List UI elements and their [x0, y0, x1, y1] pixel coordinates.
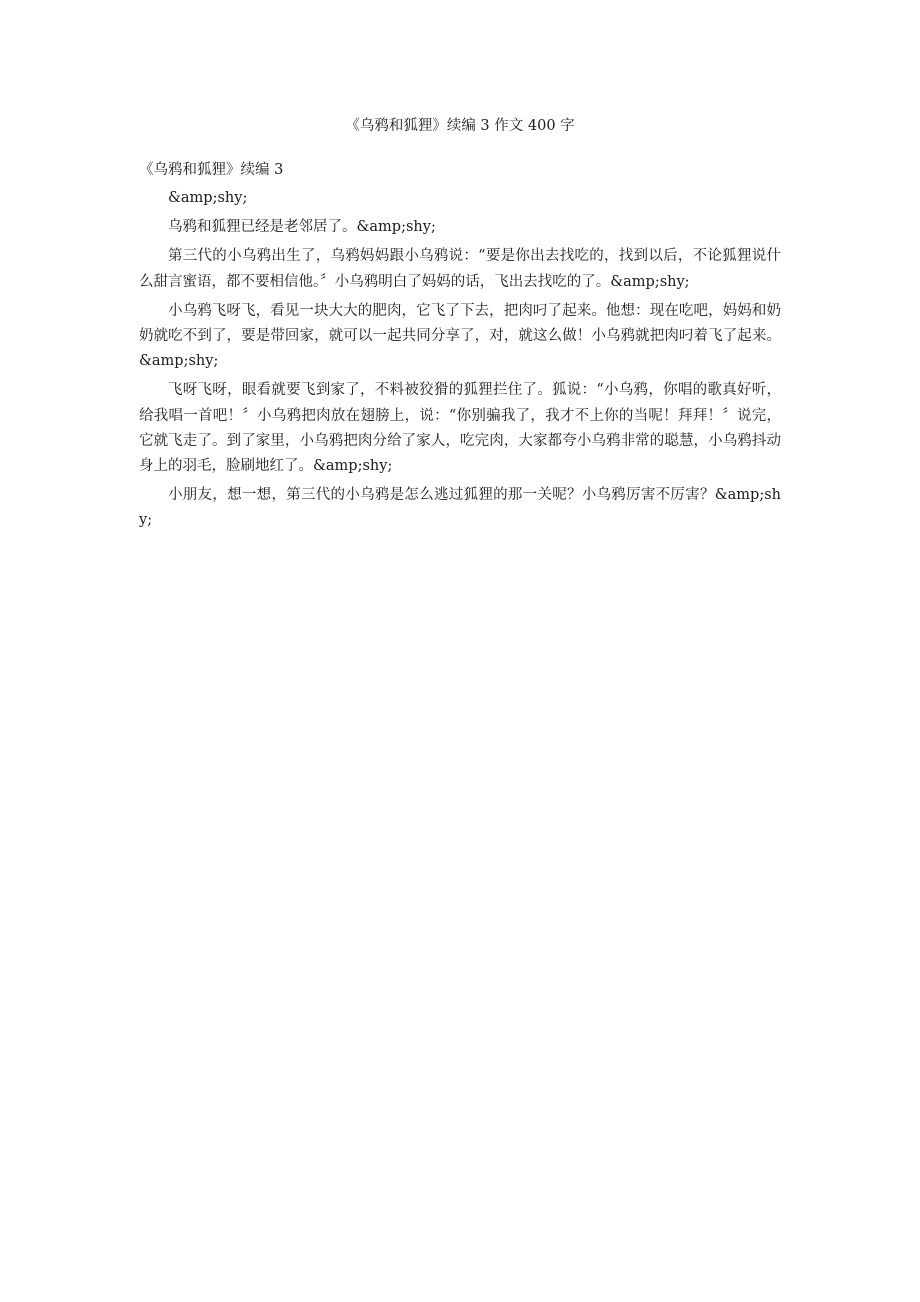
paragraph-4: 小乌鸦飞呀飞，看见一块大大的肥肉，它飞了下去，把肉叼了起来。他想：现在吃吧，妈妈和奶奶就吃不到了，要是带回家，就可以一起共同分享了，对，就这么做！小乌鸦就把肉叼着飞了起来。&amp;shy; — [139, 302, 781, 370]
paragraph-5: 飞呀飞呀，眼看就要飞到家了，不料被狡猾的狐狸拦住了。狐说：“小乌鸦，你唱的歌真好听，给我唱一首吧！〞小乌鸦把肉放在翅膀上，说：“你别骗我了，我才不上你的当呢！拜拜！〞说完，它就飞走了。到了家里，小乌鸦把肉分给了家人，吃完肉，大家都夸小乌鸦非常的聪慧，小乌鸦抖动身上的羽毛，脸刷地红了。&amp;shy; — [139, 382, 781, 475]
paragraph-2: 乌鸦和狐狸已经是老邻居了。&amp;shy; — [168, 219, 436, 236]
paragraph-3: 第三代的小乌鸦出生了，乌鸦妈妈跟小乌鸦说：“要是你出去找吃的，找到以后，不论狐狸说什么甜言蜜语，都不要相信他。〞小乌鸦明白了妈妈的话，飞出去找吃的了。&amp;shy; — [139, 248, 781, 290]
document-title: 《乌鸦和狐狸》续编 3 作文 400 字 — [345, 118, 575, 134]
document-subtitle: 《乌鸦和狐狸》续编 3 — [139, 162, 284, 178]
document-page — [139, 114, 781, 538]
paragraph-6: 小朋友，想一想，第三代的小乌鸦是怎么逃过狐狸的那一关呢？小乌鸦厉害不厉害？&amp;shy; — [139, 487, 781, 529]
paragraph-1: &amp;shy; — [168, 190, 248, 206]
